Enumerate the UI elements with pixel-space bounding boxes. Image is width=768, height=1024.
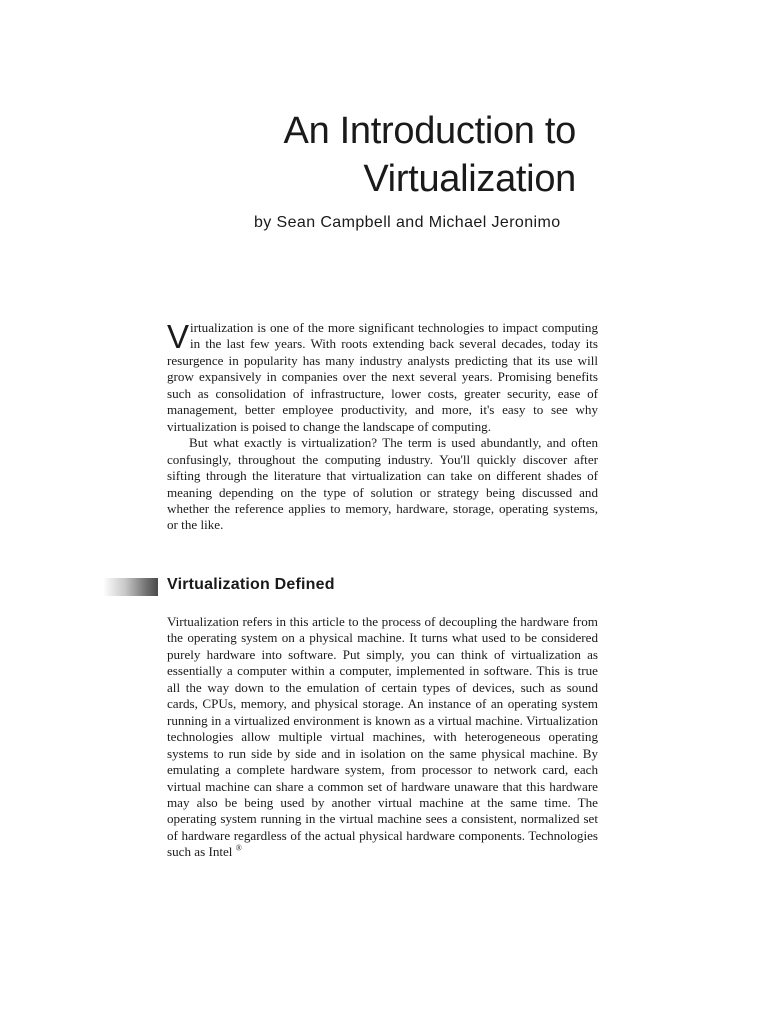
article-title-line-2: Virtualization [363,158,576,200]
article-title-line-1: An Introduction to [283,110,576,152]
section-paragraph-text: Virtualization refers in this article to the process of decoupling the hardware from the operating system on a physical machine. It turns what used to be considered purely hardware into software. Put simply, you can think of virtualization as essentially a computer within a computer, implemented in software. This is true all the way down to the emulation of certain types of devices, such as sound cards, CPUs, memory, and physical storage. An instance of an operating system running in a virtualized environment is known as a virtual machine. Virtualization technologies allow multiple virtual machines, with heterogeneous operating systems to run side by side and in isolation on the same physical machine. By emulating a complete hardware system, from processor to network card, each virtual machine can share a common set of hardware unaware that this hardware may also be being used by another virtual machine at the same time. The operating system running in the virtual machine sees a consistent, normalized set of hardware regardless of the actual physical hardware components. Technologies such as Intel [167,614,598,860]
intro-section [167,320,598,534]
section-heading: Virtualization Defined [167,576,335,593]
drop-cap: V [167,318,190,355]
intro-paragraph-1 [167,320,598,435]
section-heading-bar [103,578,158,596]
article-title [284,107,576,203]
intro-paragraph-2: But what exactly is virtualization? The term is used abundantly, and often confusingly, throughout the computing industry. You'll quickly discover after sifting through the literature that virtualization can take on different shades of meaning depending on the type of solution or strategy being discussed and whether the reference applies to memory, hardware, storage, operating systems, or the like. [167,435,598,533]
registered-trademark-mark: ® [235,843,242,853]
byline: by Sean Campbell and Michael Jeronimo [254,214,561,231]
section-body [167,614,598,861]
intro-paragraph-1-text: irtualization is one of the more significant technologies to impact computing in the last few years. With roots extending back several decades, today its resurgence in popularity has many industry analysts predicting that its use will grow expansively in companies over the next several years. Promising benefits such as consolidation of infrastructure, lower costs, greater security, ease of management, better employee productivity, and more, it's easy to see why virtualization is poised to change the landscape of computing. [167,320,598,434]
section-paragraph [167,614,598,861]
